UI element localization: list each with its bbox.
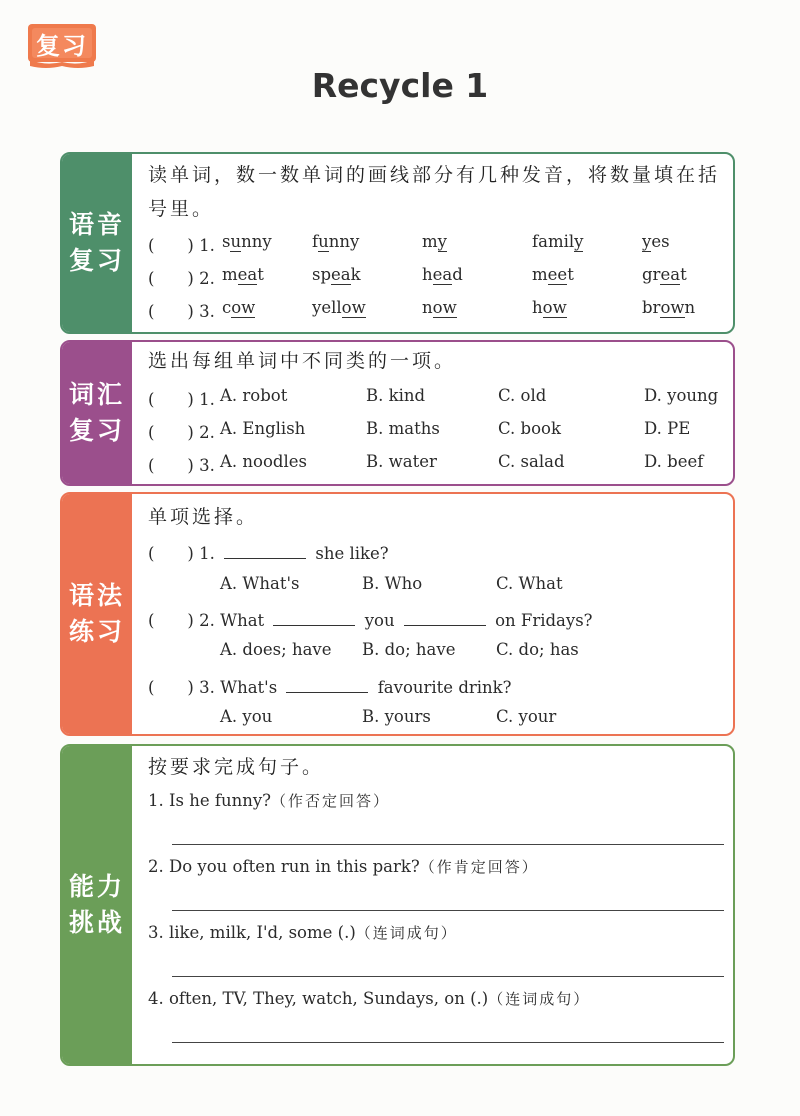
q3-text: favourite drink? [377, 678, 512, 697]
q3-number: ( ) 3. [148, 678, 215, 697]
answer-line-4[interactable] [172, 1042, 724, 1043]
q1-option-b: B. Who [362, 574, 423, 593]
section-grammar-tab [62, 494, 132, 734]
phonics-word: family [532, 232, 584, 251]
vocab-option-d: D. young [644, 386, 719, 405]
challenge-instruction: 按要求完成句子。 [148, 756, 325, 778]
q3-option-b: B. yours [362, 707, 431, 726]
grammar-q3 [148, 674, 512, 698]
item-3-requirement: （连词成句） [355, 924, 458, 942]
q2-option-c: C. do; has [496, 640, 579, 659]
section-phonics [60, 152, 735, 334]
phonics-word: yellow [312, 298, 366, 317]
answer-line-1[interactable] [172, 844, 724, 845]
phonics-word: yes [642, 232, 670, 251]
item-4-text: 4. often, TV, They, watch, Sundays, on (.) [148, 989, 489, 1008]
vocab-row-number: ( ) 3. [148, 456, 215, 475]
phonics-word: sunny [222, 232, 272, 251]
section-vocabulary-tab [62, 342, 132, 484]
phonics-word: how [532, 298, 567, 317]
phonics-row-3-number: ( ) 3. [148, 302, 215, 321]
phonics-word: head [422, 265, 463, 284]
item-3-text: 3. like, milk, I'd, some (.) [148, 923, 356, 942]
vocab-option-b: B. maths [366, 419, 440, 438]
section-vocabulary-label: 词汇复习 [69, 380, 126, 445]
item-1-requirement: （作否定回答） [271, 792, 391, 810]
challenge-item-2 [148, 856, 539, 877]
vocab-option-a: A. noodles [220, 452, 307, 471]
section-vocabulary [60, 340, 735, 486]
q2-number: ( ) 2. [148, 611, 215, 630]
section-challenge-tab [62, 746, 132, 1064]
phonics-word: meat [222, 265, 264, 284]
grammar-instruction: 单项选择。 [148, 506, 259, 528]
q1-option-a: A. What's [220, 574, 300, 593]
phonics-word: cow [222, 298, 256, 317]
vocab-option-b: B. kind [366, 386, 426, 405]
q3-pre: What's [220, 678, 278, 697]
section-grammar [60, 492, 735, 736]
q3-option-a: A. you [220, 707, 273, 726]
page-title: Recycle 1 [311, 66, 489, 105]
phonics-word: speak [312, 265, 361, 284]
challenge-item-4 [148, 988, 590, 1009]
phonics-word: brown [642, 298, 696, 317]
challenge-item-1 [148, 790, 390, 811]
vocab-option-a: A. English [220, 419, 306, 438]
answer-line-2[interactable] [172, 910, 724, 911]
q2-text: on Fridays? [495, 611, 593, 630]
q2-blank-2[interactable] [404, 611, 486, 626]
vocab-option-b: B. water [366, 452, 437, 471]
challenge-item-3 [148, 922, 458, 943]
vocab-option-d: D. beef [644, 452, 704, 471]
vocab-option-d: D. PE [644, 419, 691, 438]
answer-line-3[interactable] [172, 976, 724, 977]
phonics-word: funny [312, 232, 360, 251]
vocab-row-number: ( ) 2. [148, 423, 215, 442]
vocab-row-number: ( ) 1. [148, 390, 215, 409]
phonics-word: meet [532, 265, 574, 284]
phonics-word: now [422, 298, 457, 317]
phonics-row-1-number: ( ) 1. [148, 236, 215, 255]
section-challenge-label: 能力挑战 [69, 872, 126, 937]
section-challenge [60, 744, 735, 1066]
section-phonics-label: 语音复习 [69, 210, 126, 275]
q2-mid: you [364, 611, 395, 630]
review-badge [26, 20, 98, 68]
grammar-q2 [148, 607, 593, 631]
q3-option-c: C. your [496, 707, 557, 726]
badge-text: 复习 [36, 32, 88, 60]
section-phonics-tab [62, 154, 132, 332]
q3-blank[interactable] [286, 678, 368, 693]
q1-text: she like? [315, 544, 389, 563]
item-4-requirement: （连词成句） [488, 990, 591, 1008]
phonics-row-2-number: ( ) 2. [148, 269, 215, 288]
vocab-option-c: C. salad [498, 452, 565, 471]
item-2-requirement: （作肯定回答） [419, 858, 539, 876]
phonics-word: my [422, 232, 447, 251]
q1-number: ( ) 1. [148, 544, 215, 563]
vocabulary-instruction: 选出每组单词中不同类的一项。 [148, 350, 457, 372]
grammar-q1 [148, 540, 389, 564]
q2-option-a: A. does; have [220, 640, 332, 659]
phonics-word: great [642, 265, 687, 284]
q1-blank[interactable] [224, 544, 306, 559]
vocab-option-a: A. robot [220, 386, 288, 405]
item-2-text: 2. Do you often run in this park? [148, 857, 420, 876]
vocab-option-c: C. old [498, 386, 547, 405]
q1-option-c: C. What [496, 574, 563, 593]
item-1-text: 1. Is he funny? [148, 791, 272, 810]
section-grammar-label: 语法练习 [69, 581, 126, 646]
vocab-option-c: C. book [498, 419, 561, 438]
q2-pre: What [220, 611, 265, 630]
q2-option-b: B. do; have [362, 640, 456, 659]
phonics-instruction: 读单词，数一数单词的画线部分有几种发音，将数量填在括号里。 [148, 164, 721, 220]
q2-blank-1[interactable] [273, 611, 355, 626]
